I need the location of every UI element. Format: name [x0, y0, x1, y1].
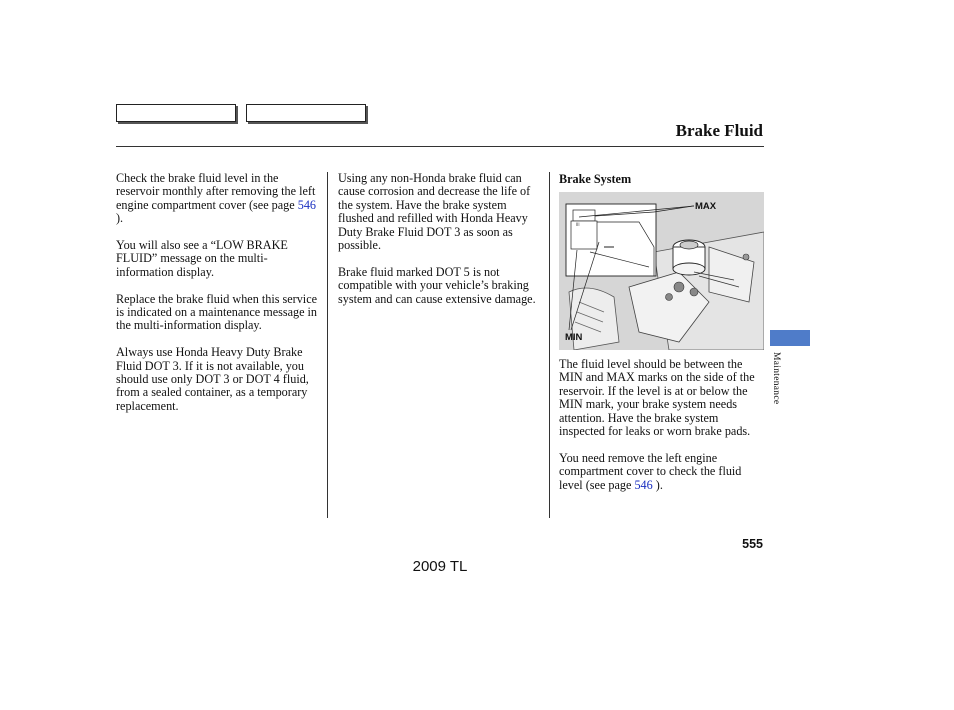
- figure-label-max: MAX: [695, 201, 717, 212]
- column-divider-2: [549, 172, 550, 518]
- brake-reservoir-illustration: [559, 192, 764, 350]
- figure-label-min: MIN: [565, 332, 583, 343]
- paragraph-non-honda-warning: Using any non-Honda brake fluid can cause corrosion and decrease the life of the system. Have the brake system flushed and refilled with Honda Heavy Duty Brake Fluid DOT 3 as soon as possible.: [338, 171, 531, 253]
- nav-button-next[interactable]: [246, 104, 366, 122]
- column-3: [559, 358, 765, 492]
- model-footer: 2009 TL: [412, 558, 468, 575]
- paragraph-low-brake-message: You will also see a “LOW BRAKE FLUID” message on the multi-information display.: [116, 238, 288, 279]
- header-rule: [116, 146, 764, 147]
- page-number: 555: [742, 537, 763, 551]
- column-2: [338, 172, 544, 319]
- page-title: Brake Fluid: [675, 121, 763, 140]
- figure-heading: Brake System: [559, 172, 632, 186]
- section-tab[interactable]: [770, 330, 810, 346]
- page-link-546-col3[interactable]: 546: [634, 477, 653, 492]
- section-label: Maintenance: [771, 352, 781, 405]
- paragraph-fluid-level: The fluid level should be between the MIN and MAX marks on the side of the reservoir. If the level is at or below the MIN mark, your brake system needs attention. Have the brake system inspected for leaks or worn brake pads.: [559, 357, 755, 439]
- paragraph-replace-fluid: Replace the brake fluid when this service is indicated on a maintenance message in the multi-information display.: [116, 291, 318, 333]
- column-divider-1: [327, 172, 328, 518]
- svg-text:III: III: [576, 222, 580, 227]
- paragraph-remove-cover: You need remove the left engine compartment cover to check the fluid level (see page 546 ).: [559, 450, 742, 492]
- paragraph-check-level: Check the brake fluid level in the reservoir monthly after removing the left engine compartment cover (see page 546 ).: [116, 171, 316, 226]
- paragraph-fluid-type: Always use Honda Heavy Duty Brake Fluid DOT 3. If it is not available, you should use only DOT 3 or DOT 4 fluid, from a sealed container, as a temporary replacement.: [116, 345, 309, 413]
- column-1: [116, 172, 322, 427]
- page-link-546[interactable]: 546: [297, 197, 316, 212]
- paragraph-dot5-warning: Brake fluid marked DOT 5 is not compatible with your vehicle’s braking system and can cause extensive damage.: [338, 264, 536, 306]
- nav-button-previous[interactable]: [116, 104, 236, 122]
